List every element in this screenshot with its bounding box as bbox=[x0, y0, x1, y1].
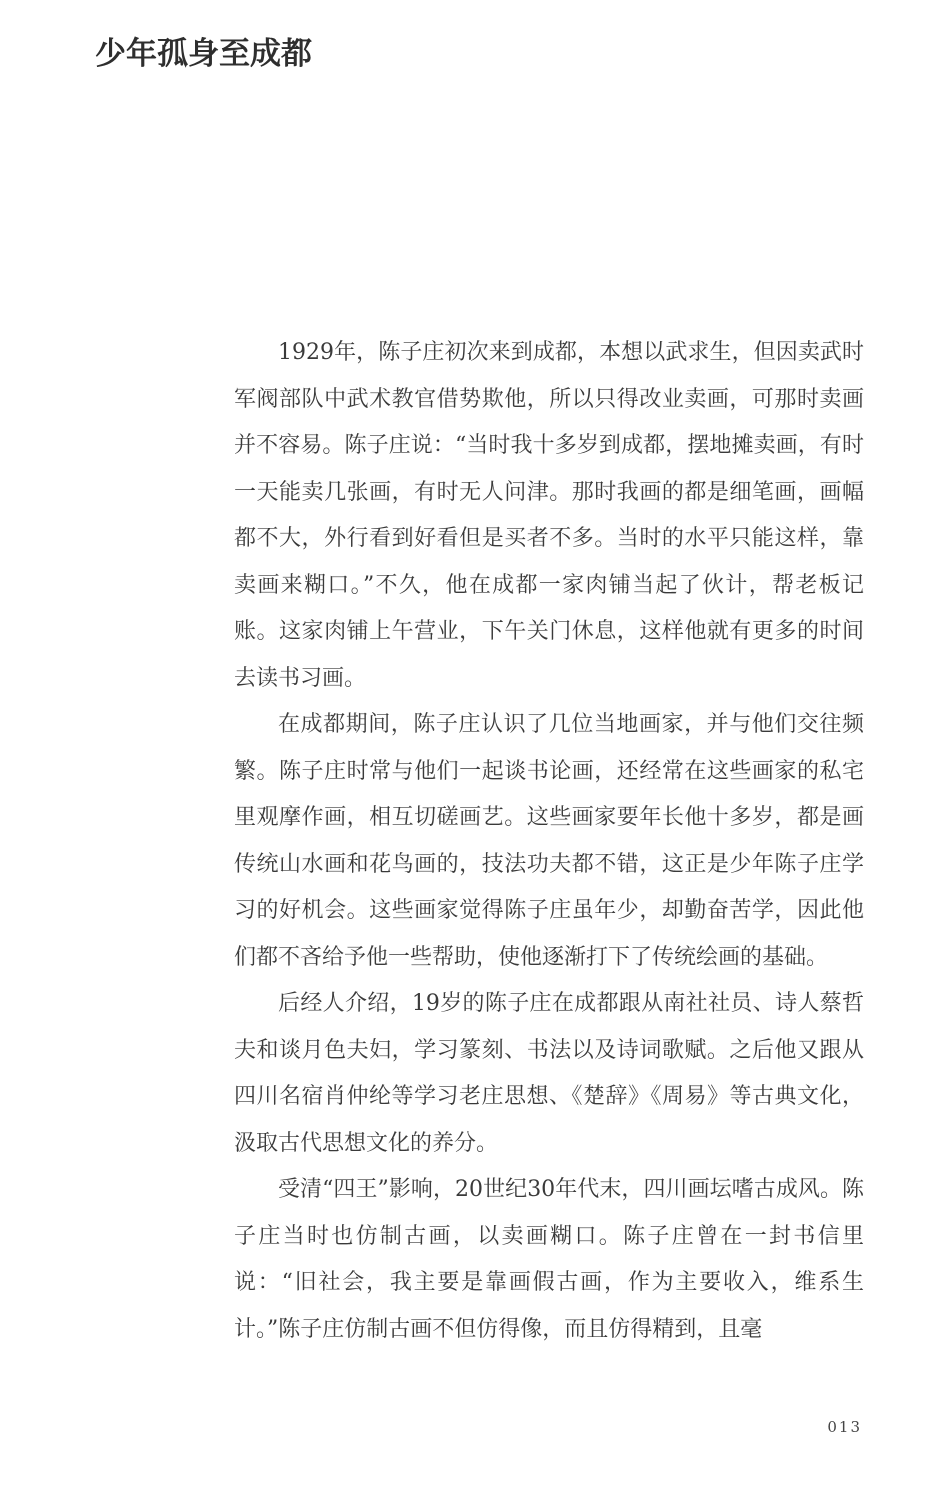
paragraph-2: 在成都期间，陈子庄认识了几位当地画家，并与他们交往频繁。陈子庄时常与他们一起谈书论画，还经常在这些画家的私宅里观摩作画，相互切磋画艺。这些画家要年长他十多岁，都是画传统山水画和花鸟画的，技法功夫都不错，这正是少年陈子庄学习的好机会。这些画家觉得陈子庄虽年少，却勤奋苦学，因此他们都不吝给予他一些帮助，使他逐渐打下了传统绘画的基础。 bbox=[234, 712, 864, 970]
paragraph-1: 1929年，陈子庄初次来到成都，本想以武求生，但因卖武时军阀部队中武术教官借势欺他，所以只得改业卖画，可那时卖画并不容易。陈子庄说：“当时我十多岁到成都，摆地摊卖画，有时一天能卖几张画，有时无人问津。那时我画的都是细笔画，画幅都不大，外行看到好看但是买者不多。当时的水平只能这样，靠卖画来糊口。”不久，他在成都一家肉铺当起了伙计，帮老板记账。这家肉铺上午营业，下午关门休息，这样他就有更多的时间去读书习画。 bbox=[234, 340, 864, 691]
paragraph-4: 受清“四王”影响，20世纪30年代末，四川画坛嗜古成风。陈子庄当时也仿制古画，以卖画糊口。陈子庄曾在一封书信里说：“旧社会，我主要是靠画假古画，作为主要收入，维系生计。”陈子庄仿制古画不但仿得像，而且仿得精到，且毫 bbox=[234, 1177, 864, 1342]
body-text bbox=[234, 330, 864, 1353]
chapter-title: 少年孤身至成都 bbox=[95, 36, 312, 72]
paragraph-3: 后经人介绍，19岁的陈子庄在成都跟从南社社员、诗人蔡哲夫和谈月色夫妇，学习篆刻、书法以及诗词歌赋。之后他又跟从四川名宿肖仲纶等学习老庄思想、《楚辞》《周易》等古典文化，汲取古代思想文化的养分。 bbox=[234, 991, 864, 1156]
page-number: 013 bbox=[827, 1418, 862, 1436]
